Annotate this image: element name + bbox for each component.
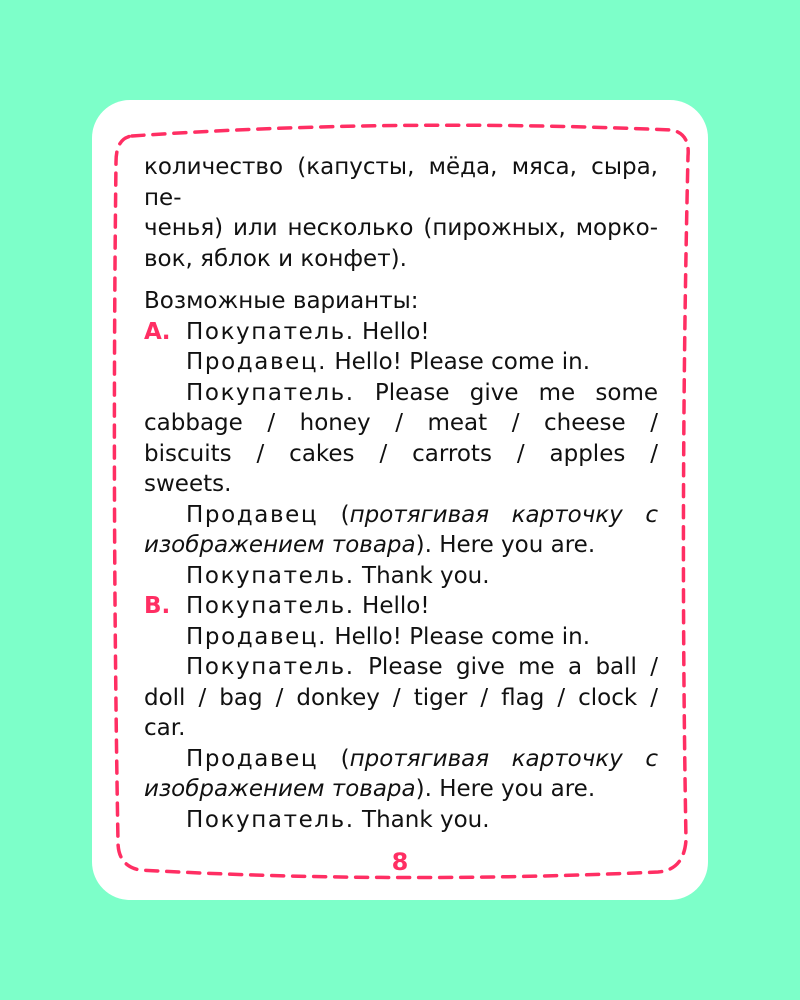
dialogue-text: Hello! Please come in.: [334, 623, 590, 650]
stage-direction: изображением товара: [144, 776, 416, 802]
dialogue-text: biscuits / cakes / carrots / apples /: [144, 440, 658, 467]
section-marker-a: А.: [144, 318, 171, 345]
speaker-label: Продавец: [186, 501, 319, 528]
dialogue-text: sweets.: [144, 471, 232, 497]
page-content: [144, 152, 658, 835]
dialogue-text: Thank you.: [362, 806, 490, 833]
dialogue-text: ). Here you are.: [415, 776, 596, 802]
dialogue-text: Please give me a ball /: [368, 654, 658, 680]
stage-direction: протягивая карточку с: [349, 501, 658, 528]
intro-line: вок, яблок и конфет).: [144, 245, 407, 272]
stage-direction: изображением товара: [144, 532, 416, 558]
dialogue-text: Please give me some: [374, 379, 658, 406]
page-card: [92, 100, 708, 900]
section-marker-b: В.: [144, 593, 171, 619]
speaker-label: Покупатель.: [186, 379, 355, 406]
intro-line: количество (капусты, мёда, мяса, сыра, пе-: [144, 154, 658, 211]
speaker-label: Покупатель.: [186, 654, 355, 680]
variants-label: Возможные варианты:: [144, 288, 419, 314]
dialogue-a: А. Покупатель. Hello! Продавец. Hello! Please come in. Покупатель. Please give me some cabbage / honey / meat / cheese / biscuits / cakes / carrots / apples / sweets. Продавец (протягивая карточку с изображением товара). Here you are. Покупатель. Thank you.: [144, 318, 658, 589]
speaker-label: Продавец.: [186, 623, 328, 650]
speaker-label: Покупатель.: [186, 593, 355, 619]
dialogue-text: Hello!: [362, 593, 430, 619]
dialogue-text: doll / bag / donkey / tiger / flag / clock /: [144, 684, 658, 711]
dialogue-text: Hello! Please come in.: [334, 349, 590, 375]
stage-direction: протягивая карточку с: [349, 745, 658, 772]
dialogue-text: car.: [144, 715, 186, 741]
dialogue-text: cabbage / honey / meat / cheese /: [144, 410, 658, 436]
intro-line: ченья) или несколько (пирожных, морко-: [144, 215, 658, 241]
page-number: 8: [391, 848, 409, 876]
speaker-label: Покупатель.: [186, 806, 355, 833]
dialogue-text: ). Here you are.: [415, 532, 596, 558]
speaker-label: Продавец.: [186, 349, 328, 375]
dialogue-b: В. Покупатель. Hello! Продавец. Hello! Please come in. Покупатель. Please give me a ball / doll / bag / donkey / tiger / flag / clock / car. Продавец (протягивая карточку с изображением товара). Here you are. Покупатель. Thank you.: [144, 593, 658, 833]
dialogue-text: Thank you.: [362, 562, 490, 589]
speaker-label: Покупатель.: [186, 318, 355, 345]
speaker-label: Продавец: [186, 745, 319, 772]
dialogue-text: Hello!: [362, 318, 430, 345]
intro-paragraph: [144, 152, 658, 274]
speaker-label: Покупатель.: [186, 562, 355, 589]
